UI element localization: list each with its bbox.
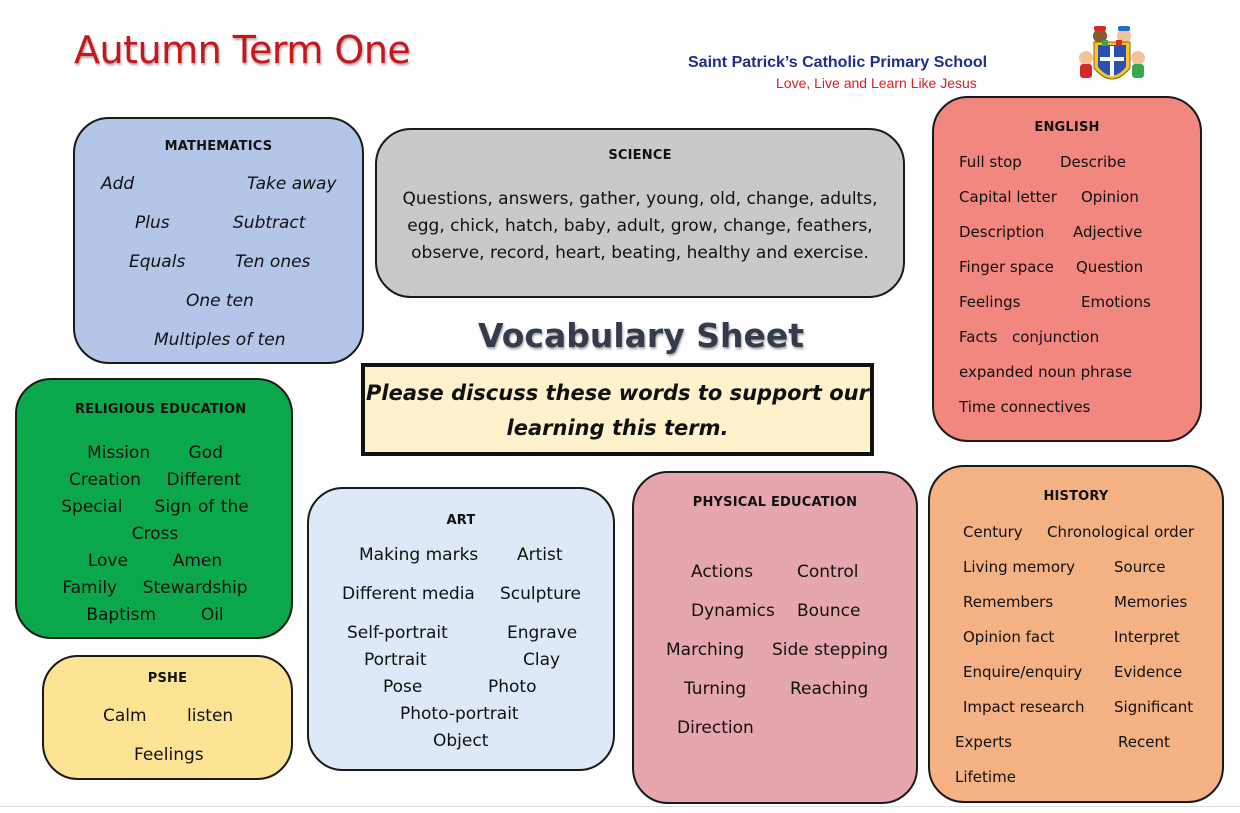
art-word: Pose xyxy=(383,677,423,697)
physical-education-title: PHYSICAL EDUCATION xyxy=(692,495,858,510)
re-line: Mission God xyxy=(87,443,223,463)
history-box xyxy=(928,465,1224,803)
pe-word: Actions xyxy=(691,562,754,582)
art-word: Photo xyxy=(488,677,537,697)
math-word: One ten xyxy=(186,291,254,311)
discuss-line: Please discuss these words to support our xyxy=(366,381,869,405)
art-word: Engrave xyxy=(507,623,578,643)
re-line: Cross xyxy=(131,524,179,544)
english-word: Time connectives xyxy=(959,398,1091,416)
pshe-box xyxy=(42,655,293,780)
art-word: Self-portrait xyxy=(347,623,448,643)
pe-word: Side stepping xyxy=(772,640,889,660)
math-word: Add xyxy=(101,174,135,194)
history-word: Impact research xyxy=(963,698,1085,716)
english-word: Finger space xyxy=(959,258,1054,276)
history-word: Interpret xyxy=(1114,628,1180,646)
science-line: observe, record, heart, beating, healthy and exercise. xyxy=(411,243,869,263)
physical-education-box xyxy=(632,471,918,804)
english-word: Capital letter xyxy=(959,188,1057,206)
pe-word: Bounce xyxy=(797,601,861,621)
re-line: Family Stewardship xyxy=(62,578,248,598)
history-word: Evidence xyxy=(1114,663,1183,681)
art-word: Clay xyxy=(523,650,561,670)
science-line: Questions, answers, gather, young, old, change, adults, xyxy=(402,189,878,209)
pe-word: Dynamics xyxy=(691,601,775,621)
math-word: Ten ones xyxy=(235,252,311,272)
school-crest-logo xyxy=(1072,24,1152,94)
art-word: Artist xyxy=(517,545,563,565)
history-word: Enquire/enquiry xyxy=(963,663,1083,681)
religious-education-title: RELIGIOUS EDUCATION xyxy=(75,402,247,417)
english-word: expanded noun phrase xyxy=(959,363,1132,381)
re-line: Creation Different xyxy=(68,470,242,490)
math-word: Take away xyxy=(247,174,337,194)
art-word: Object xyxy=(433,731,489,751)
math-word: Multiples of ten xyxy=(154,330,286,350)
re-line: Love Amen xyxy=(87,551,223,571)
religious-education-box xyxy=(15,378,293,639)
history-word: Opinion fact xyxy=(963,628,1055,646)
pe-word: Reaching xyxy=(790,679,869,699)
science-words xyxy=(397,186,883,267)
english-word: Opinion xyxy=(1081,188,1139,206)
re-line: Special Sign of the xyxy=(61,497,249,517)
english-word: Describe xyxy=(1060,153,1126,171)
religious-education-words xyxy=(37,440,273,629)
history-word: Memories xyxy=(1114,593,1188,611)
art-word: Making marks xyxy=(359,545,479,565)
english-word: Full stop xyxy=(959,153,1022,171)
art-box xyxy=(307,487,615,771)
page-bottom-divider xyxy=(0,806,1240,807)
pe-word: Marching xyxy=(666,640,745,660)
english-word: conjunction xyxy=(1012,328,1100,346)
english-word: Question xyxy=(1076,258,1144,276)
history-word: Significant xyxy=(1114,698,1194,716)
english-word: Adjective xyxy=(1073,223,1143,241)
pshe-word: Calm xyxy=(103,706,147,726)
art-word: Photo-portrait xyxy=(400,704,519,724)
art-word: Sculpture xyxy=(500,584,581,604)
history-word: Lifetime xyxy=(955,768,1016,786)
discuss-instruction-box xyxy=(361,363,874,456)
history-word: Remembers xyxy=(963,593,1054,611)
art-title: ART xyxy=(446,513,476,528)
mathematics-title: MATHEMATICS xyxy=(164,139,273,154)
pe-word: Control xyxy=(797,562,859,582)
math-word: Plus xyxy=(135,213,170,233)
history-word: Chronological order xyxy=(1047,523,1195,541)
mathematics-box xyxy=(73,117,364,364)
english-word: Feelings xyxy=(959,293,1021,311)
school-motto: Love, Live and Learn Like Jesus xyxy=(776,75,977,91)
page-title: Autumn Term One xyxy=(74,28,411,72)
math-word: Equals xyxy=(129,252,186,272)
re-line: Baptism Oil xyxy=(86,605,224,625)
science-title: SCIENCE xyxy=(608,148,672,163)
pe-word: Turning xyxy=(684,679,747,699)
art-word: Different media xyxy=(342,584,475,604)
school-name: Saint Patrick’s Catholic Primary School xyxy=(688,54,988,71)
vocabulary-sheet-heading: Vocabulary Sheet xyxy=(478,316,805,355)
pshe-word: listen xyxy=(187,706,234,726)
history-title: HISTORY xyxy=(1043,489,1109,504)
english-word: Description xyxy=(959,223,1045,241)
pshe-word: Feelings xyxy=(134,745,204,765)
history-word: Experts xyxy=(955,733,1012,751)
history-word: Source xyxy=(1114,558,1166,576)
discuss-line: learning this term. xyxy=(506,416,729,440)
english-word: Facts xyxy=(959,328,998,346)
science-line: egg, chick, hatch, baby, adult, grow, change, feathers, xyxy=(407,216,873,236)
history-word: Century xyxy=(963,523,1023,541)
pe-word: Direction xyxy=(677,718,754,738)
english-box xyxy=(932,96,1202,442)
art-word: Portrait xyxy=(364,650,427,670)
history-word: Living memory xyxy=(963,558,1076,576)
english-title: ENGLISH xyxy=(1034,120,1100,135)
english-word: Emotions xyxy=(1081,293,1151,311)
math-word: Subtract xyxy=(233,213,306,233)
science-box xyxy=(375,128,905,298)
pshe-title: PSHE xyxy=(147,671,188,686)
history-word: Recent xyxy=(1118,733,1170,751)
